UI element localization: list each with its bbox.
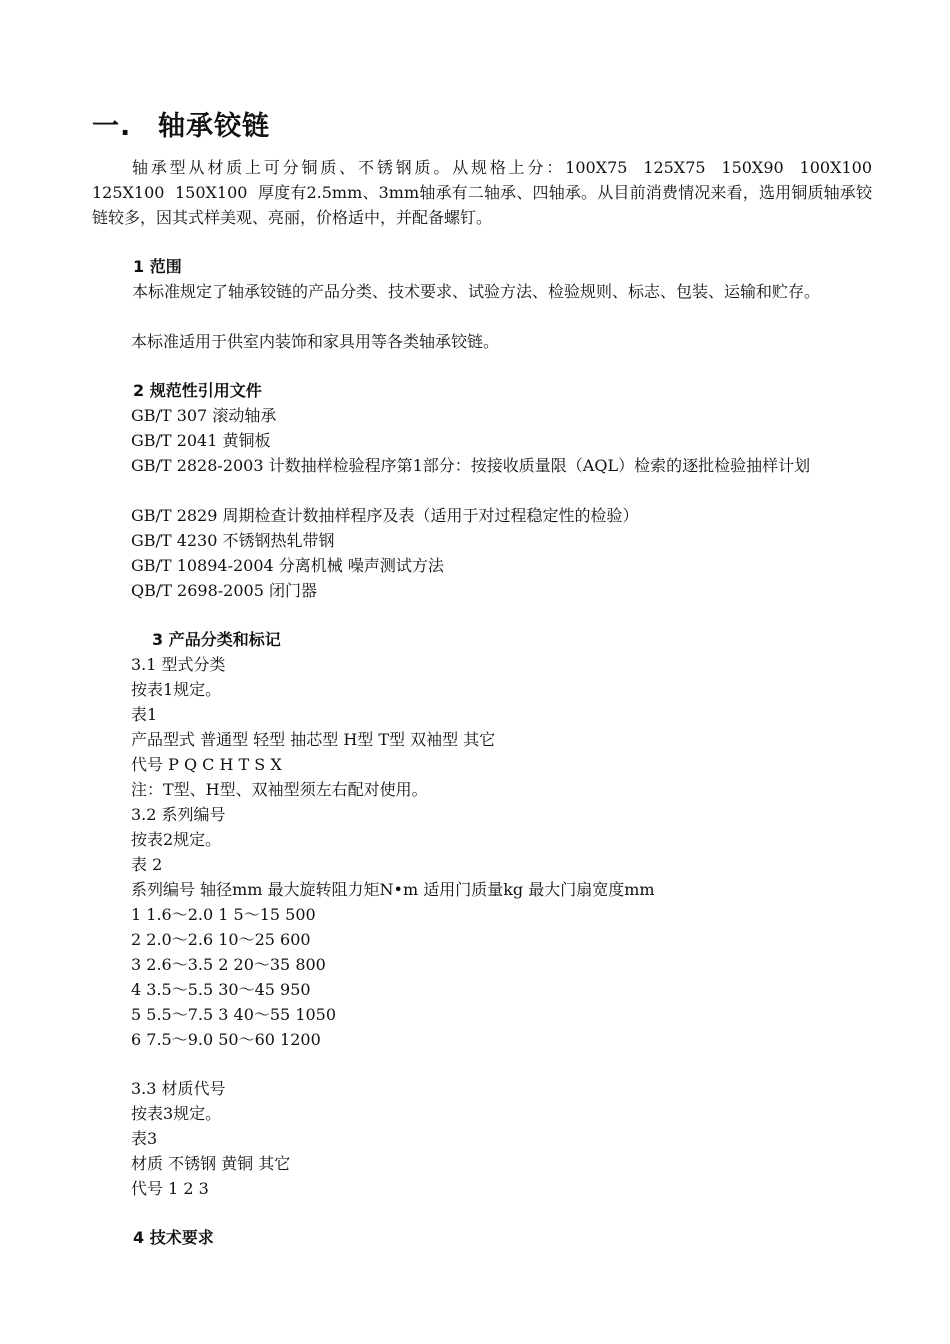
reference-item: GB/T 2041 黄铜板	[131, 431, 271, 450]
section-2-heading: 2 规范性引用文件	[133, 381, 262, 400]
table-2-row: 1 1.6～2.0 1 5～15 500	[131, 905, 316, 924]
reference-item: GB/T 10894-2004 分离机械 噪声测试方法	[131, 556, 444, 575]
table-2-row: 2 2.0～2.6 10～25 600	[131, 930, 311, 949]
subsection-3-2: 3.2 系列编号	[131, 805, 226, 824]
table-2-row: 4 3.5～5.5 30～45 950	[131, 980, 311, 999]
subsection-3-2-note: 按表2规定。	[131, 830, 222, 849]
section-4-heading: 4 技术要求	[133, 1228, 214, 1247]
table-2-label: 表 2	[131, 855, 163, 874]
table-3-header: 材质 不锈钢 黄铜 其它	[131, 1154, 291, 1173]
table-2-header: 系列编号 轴径mm 最大旋转阻力矩N•m 适用门质量kg 最大门扇宽度mm	[131, 880, 655, 899]
table-2-row: 6 7.5～9.0 50～60 1200	[131, 1030, 321, 1049]
section-1-heading: 1 范围	[133, 257, 182, 276]
table-1-label: 表1	[131, 705, 158, 724]
subsection-3-1-note: 按表1规定。	[131, 680, 222, 699]
section-1-paragraph-2: 本标准适用于供室内装饰和家具用等各类轴承铰链。	[131, 332, 500, 351]
section-1-paragraph-1: 本标准规定了轴承铰链的产品分类、技术要求、试验方法、检验规则、标志、包装、运输和贮存。	[132, 282, 821, 301]
reference-item: GB/T 2828-2003 计数抽样检验程序第1部分：按接收质量限（AQL）检索的逐批检验抽样计划	[131, 456, 811, 475]
intro-paragraph: 轴承型从材质上可分铜质、不锈钢质。从规格上分：100X75 125X75 150X90 100X100 125X100 150X100 厚度有2.5mm、3mm轴承有二轴承、四轴承。从目前消费情况来看，选用铜质轴承铰链较多，因其式样美观、亮丽，价格适中，并配备螺钉。	[92, 158, 883, 227]
reference-item: GB/T 2829 周期检查计数抽样程序及表（适用于对过程稳定性的检验）	[131, 506, 639, 525]
table-1-row: 代号 P Q C H T S X	[131, 755, 282, 774]
title-number: 一.	[92, 111, 132, 142]
page-title	[92, 104, 270, 143]
table-3-row: 代号 1 2 3	[131, 1179, 209, 1198]
title-text: 轴承铰链	[158, 111, 270, 142]
table-3-label: 表3	[131, 1129, 158, 1148]
table-2-row: 3 2.6～3.5 2 20～35 800	[131, 955, 326, 974]
reference-item: GB/T 4230 不锈钢热轧带钢	[131, 531, 335, 550]
reference-item: QB/T 2698-2005 闭门器	[131, 581, 317, 600]
reference-item: GB/T 307 滚动轴承	[131, 406, 277, 425]
table-1-note: 注：T型、H型、双袖型须左右配对使用。	[131, 780, 428, 799]
subsection-3-3: 3.3 材质代号	[131, 1079, 226, 1098]
subsection-3-1: 3.1 型式分类	[131, 655, 226, 674]
section-3-heading: 3 产品分类和标记	[152, 630, 281, 649]
table-2-row: 5 5.5～7.5 3 40～55 1050	[131, 1005, 337, 1024]
table-1-header: 产品型式 普通型 轻型 抽芯型 H型 T型 双袖型 其它	[131, 730, 496, 749]
subsection-3-3-note: 按表3规定。	[131, 1104, 222, 1123]
